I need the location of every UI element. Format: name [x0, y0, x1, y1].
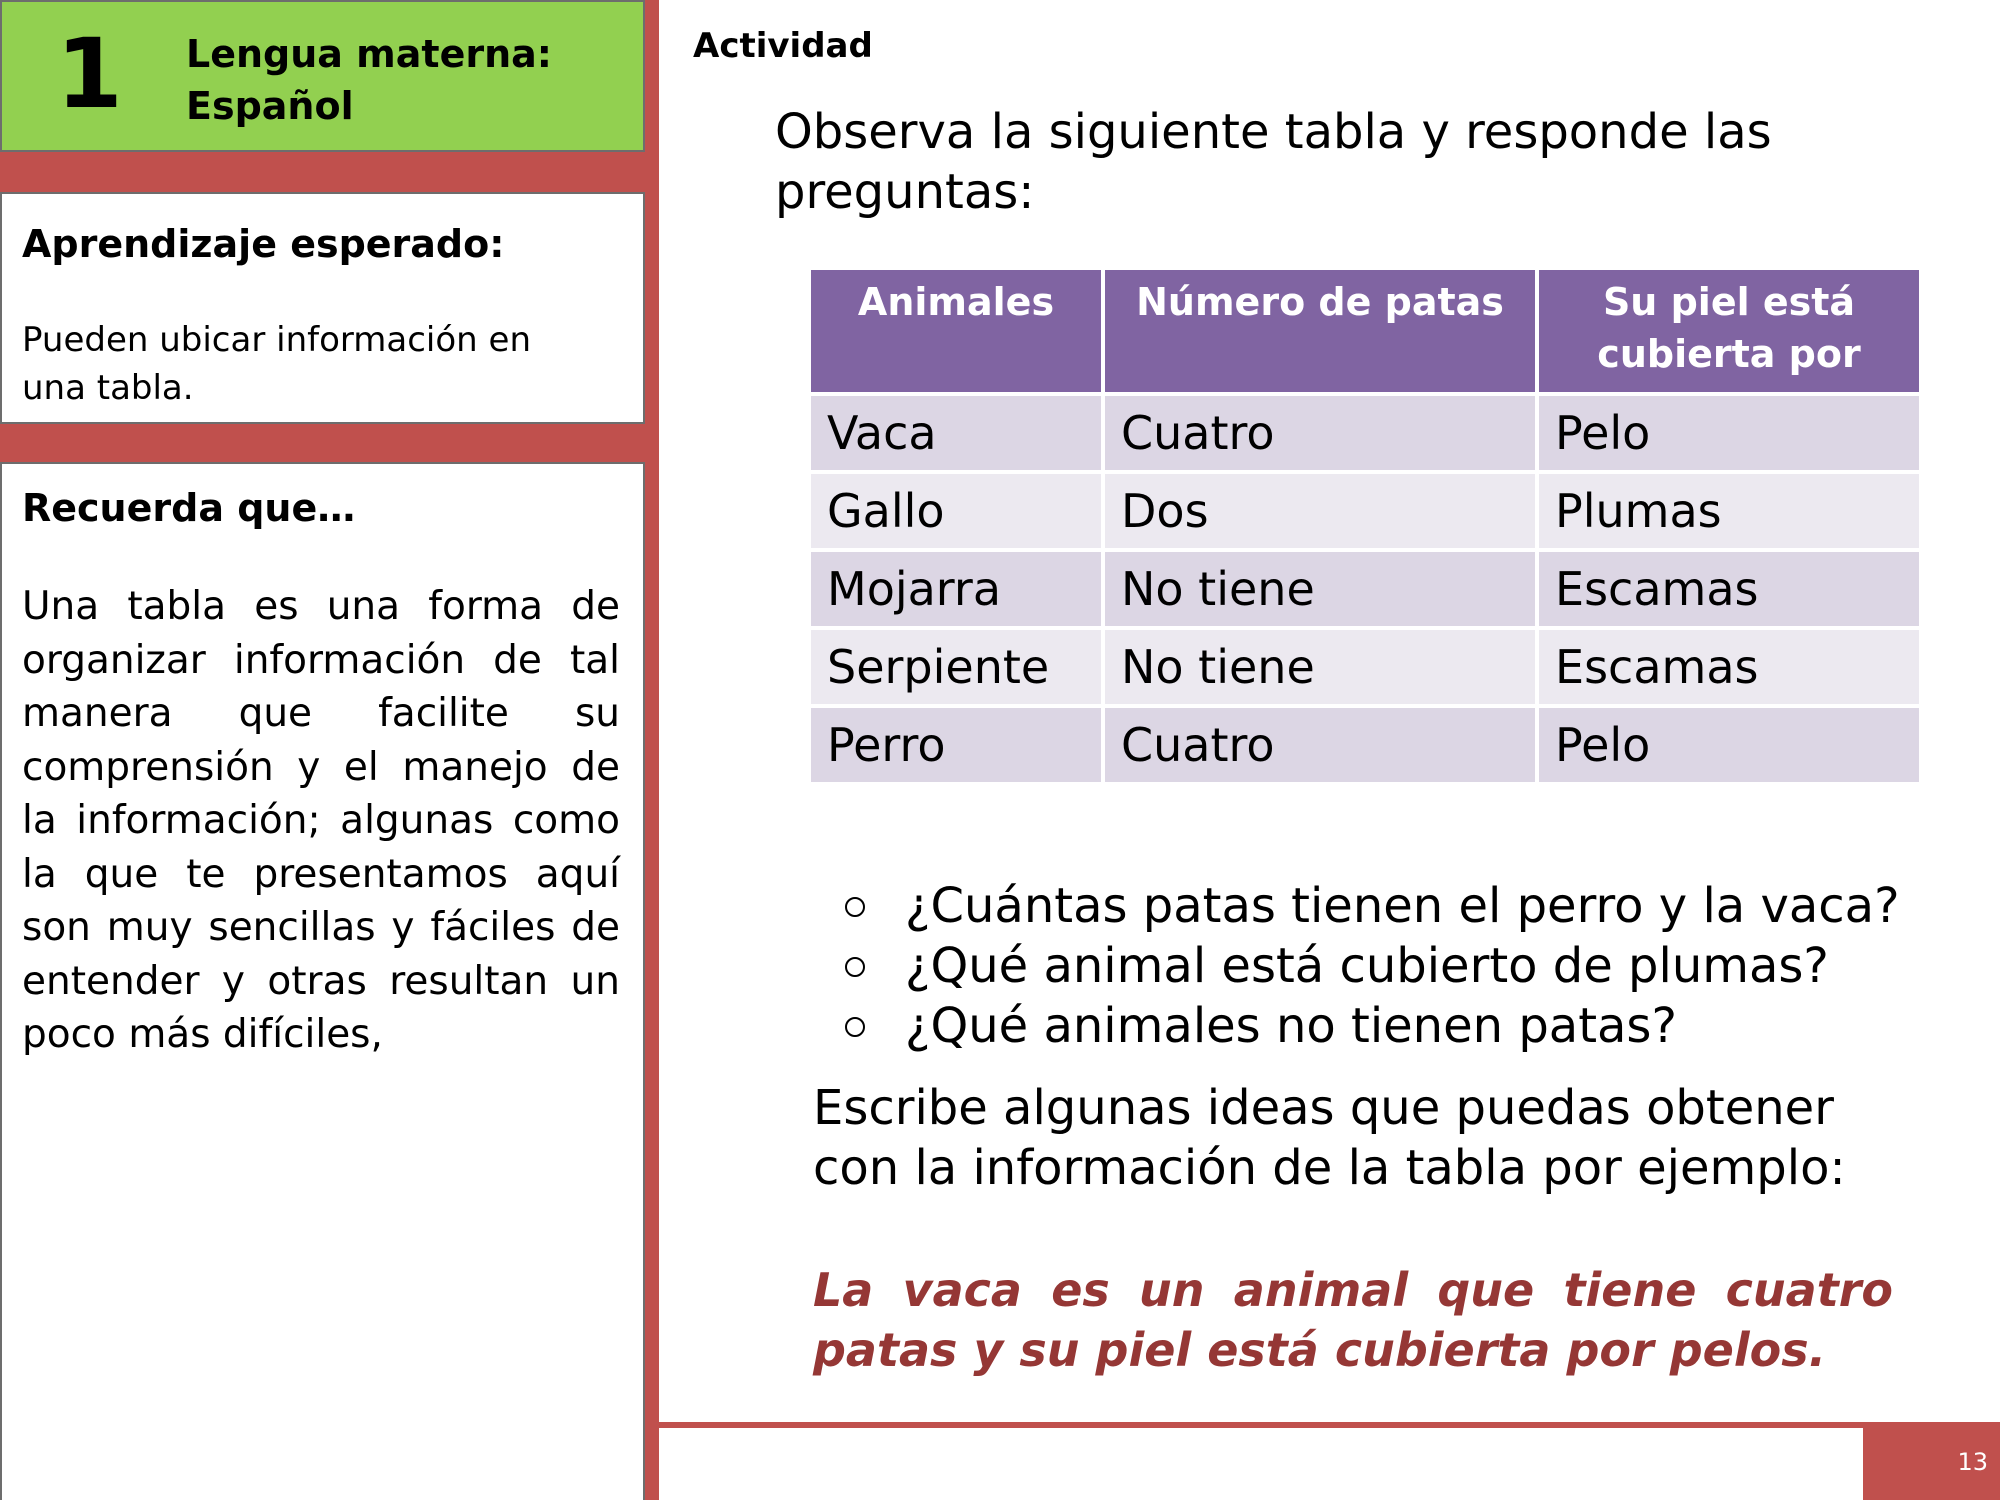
table-row: [811, 630, 1919, 704]
unit-number: 1: [56, 18, 123, 130]
circle-bullet-icon: [845, 957, 865, 977]
subject-line-1: Lengua materna:: [186, 32, 552, 76]
example-answer: La vaca es un animal que tiene cuatro patas y su piel está cubierta por pelos.: [813, 1263, 1893, 1377]
question-text: ¿Qué animales no tienen patas?: [905, 998, 1677, 1054]
circle-bullet-icon: [845, 897, 865, 917]
list-item: [845, 936, 1965, 996]
learning-text: Pueden ubicar información en una tabla.: [22, 320, 531, 408]
table-cell: No tiene: [1105, 630, 1535, 704]
list-item: [845, 996, 1965, 1056]
table-cell: Cuatro: [1105, 708, 1535, 782]
remember-box: [0, 462, 645, 1500]
learning-heading: Aprendizaje esperado:: [22, 222, 505, 266]
table-cell: Gallo: [811, 474, 1101, 548]
table-header-cell: Animales: [811, 270, 1101, 392]
question-text: ¿Cuántas patas tienen el perro y la vaca?: [905, 878, 1900, 934]
subject-title: [186, 28, 552, 132]
table-cell: Pelo: [1539, 396, 1919, 470]
question-text: ¿Qué animal está cubierto de plumas?: [905, 938, 1829, 994]
table-cell: Cuatro: [1105, 396, 1535, 470]
table-header-cell: Número de patas: [1105, 270, 1535, 392]
table-cell: Pelo: [1539, 708, 1919, 782]
write-prompt: Escribe algunas ideas que puedas obtener con la información de la tabla por ejemplo:: [813, 1080, 1846, 1196]
activity-panel: [659, 0, 2000, 1422]
activity-instruction: Observa la siguiente tabla y responde las preguntas:: [775, 104, 1772, 220]
list-item: [845, 876, 1965, 936]
table-cell: Plumas: [1539, 474, 1919, 548]
activity-label: Actividad: [693, 26, 873, 66]
remember-heading: Recuerda que…: [22, 486, 356, 530]
table-cell: Mojarra: [811, 552, 1101, 626]
learning-outcome-box: [0, 192, 645, 424]
table-header-row: [811, 270, 1919, 392]
table-cell: Dos: [1105, 474, 1535, 548]
table-row: [811, 474, 1919, 548]
footer-bar: [659, 1428, 1863, 1500]
page-number: 13: [1957, 1448, 1988, 1476]
table-cell: No tiene: [1105, 552, 1535, 626]
table-row: [811, 396, 1919, 470]
table-cell: Perro: [811, 708, 1101, 782]
circle-bullet-icon: [845, 1017, 865, 1037]
subject-line-2: Español: [186, 84, 354, 128]
table-cell: Serpiente: [811, 630, 1101, 704]
animals-table: [807, 266, 1923, 786]
table-header-cell: Su piel está cubierta por: [1539, 270, 1919, 392]
unit-header: [0, 0, 645, 152]
table-cell: Escamas: [1539, 630, 1919, 704]
table-cell: Vaca: [811, 396, 1101, 470]
question-list: [845, 876, 1965, 1056]
table-row: [811, 708, 1919, 782]
table-row: [811, 552, 1919, 626]
remember-text: Una tabla es una forma de organizar información de tal manera que facilite su comprensión y el manejo de la información; algunas como la que te presentamos aquí son muy sencillas y fáciles de entender y otras resultan un poco más difíciles,: [22, 584, 620, 1057]
table-cell: Escamas: [1539, 552, 1919, 626]
